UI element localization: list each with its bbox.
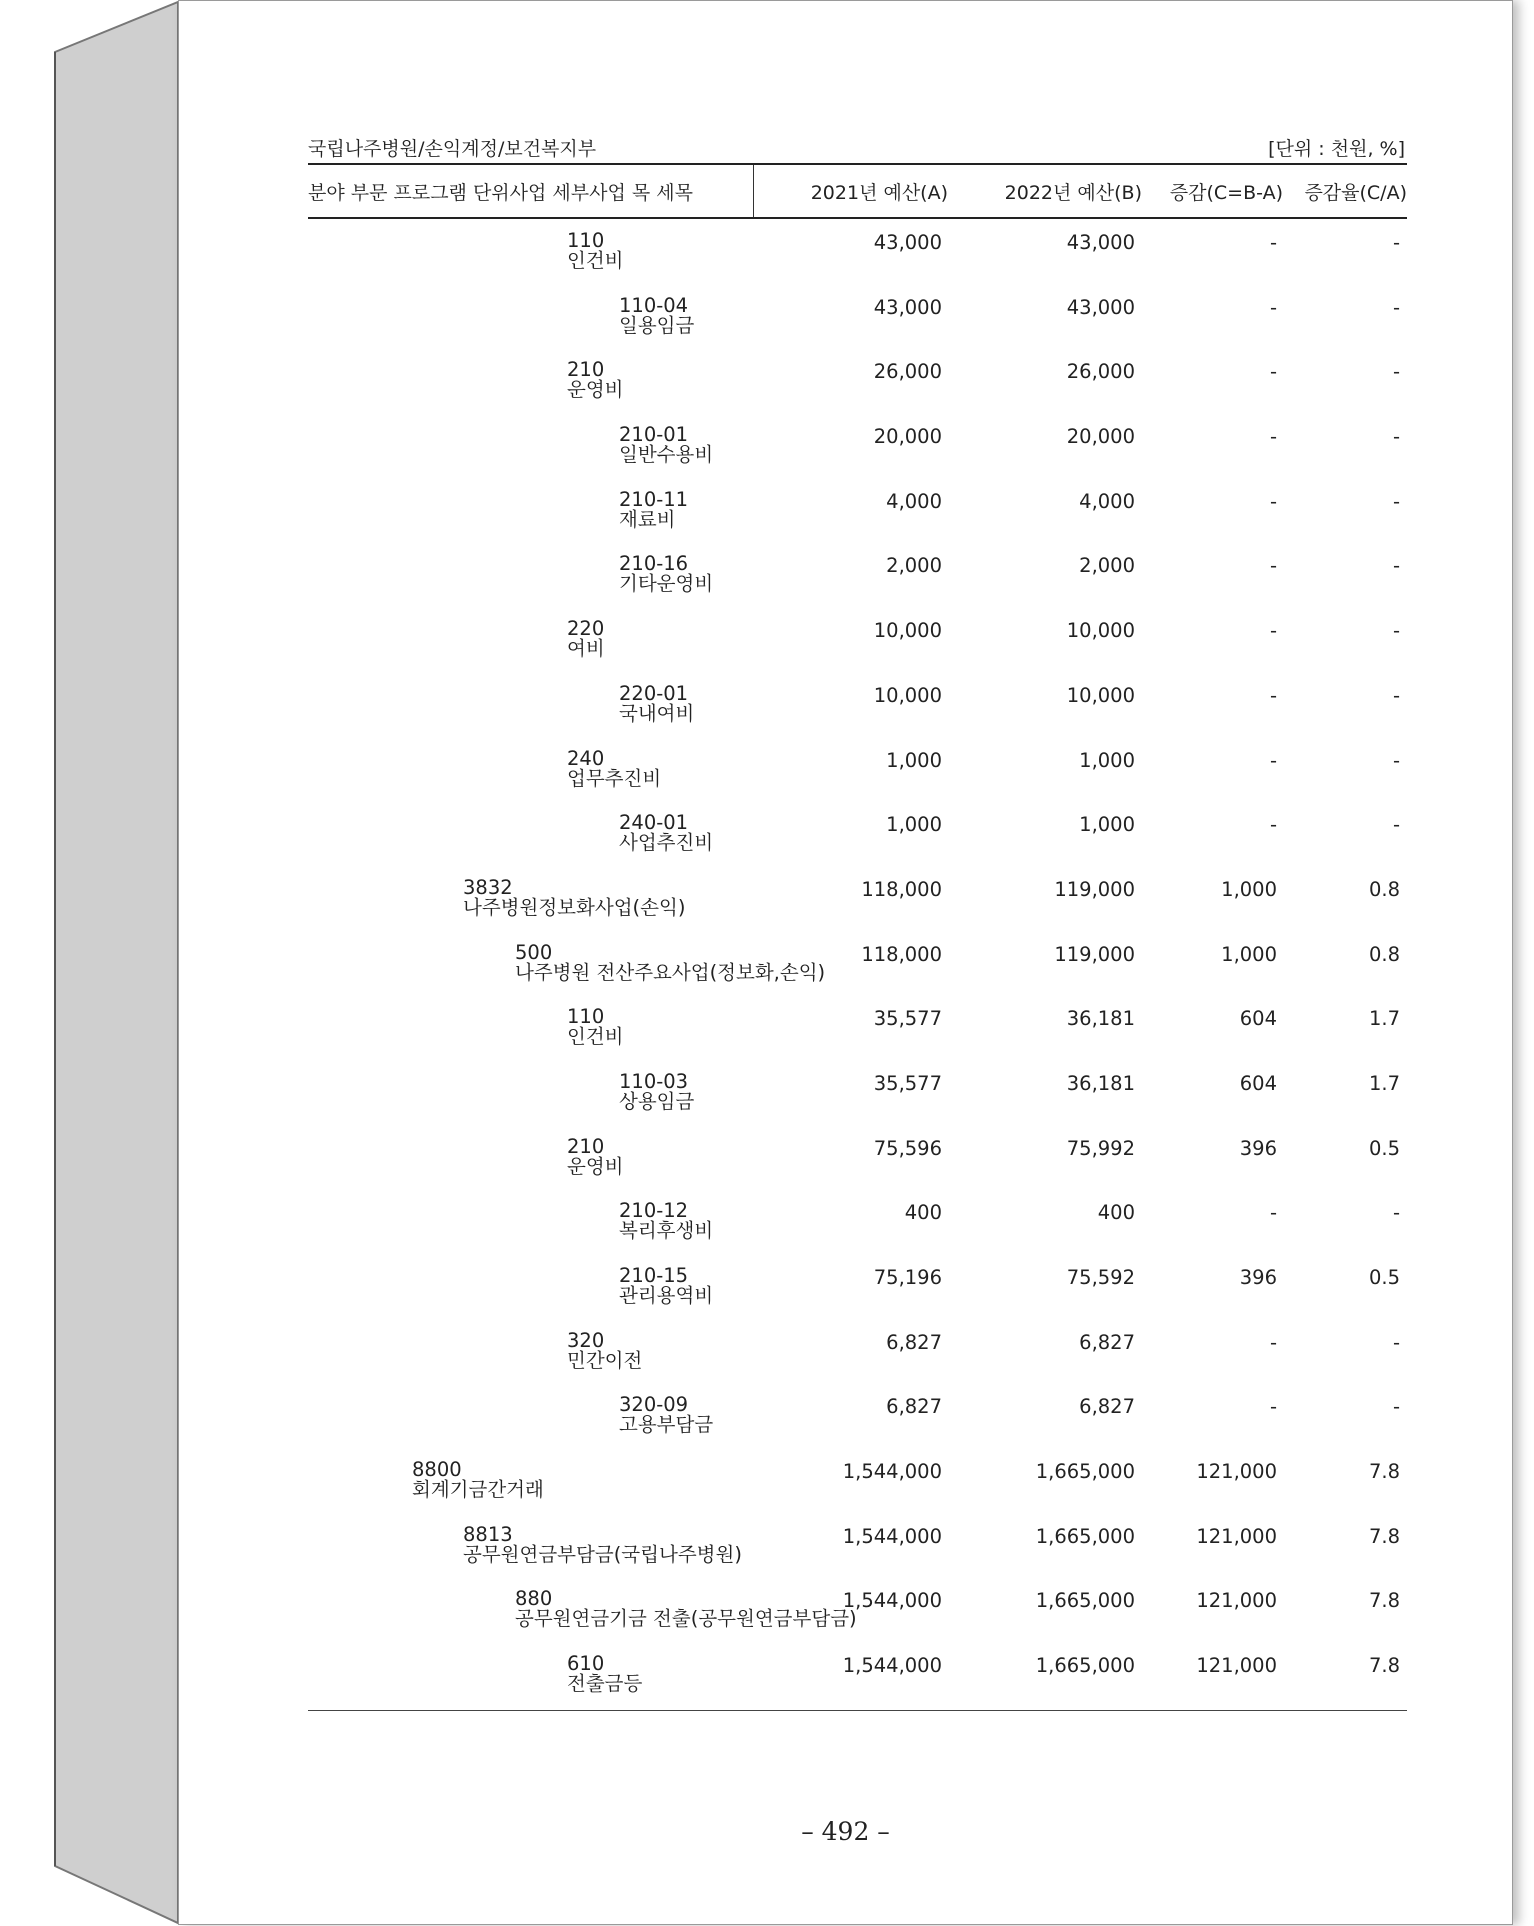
value-change: 121,000: [1196, 1654, 1277, 1678]
row-code: 210-12: [619, 1199, 689, 1223]
column-header-2021: 2021년 예산(A): [810, 182, 948, 204]
row-label: [412, 1460, 544, 1500]
row-name: 기타운영비: [619, 572, 714, 596]
table-row: [308, 1060, 1407, 1125]
row-code: 110-03: [619, 1069, 689, 1093]
value-rate: -: [1392, 813, 1400, 837]
value-2021: 6,827: [886, 1330, 942, 1354]
value-rate: -: [1392, 683, 1400, 707]
row-label: [567, 1654, 642, 1694]
row-name: 나주병원 전산주요사업(정보화,손익): [515, 960, 826, 984]
row-code: 220: [567, 617, 605, 641]
value-change: -: [1269, 360, 1277, 384]
table-row: [308, 607, 1407, 672]
table-row: [308, 1254, 1407, 1319]
value-change: -: [1269, 1395, 1277, 1419]
value-2021: 6,827: [886, 1395, 942, 1419]
row-label: [619, 681, 695, 725]
value-2021: 400: [904, 1201, 942, 1225]
row-name: 운영비: [567, 378, 624, 402]
value-2021: 4,000: [886, 489, 942, 513]
value-rate: -: [1392, 1201, 1400, 1225]
value-2022: 6,827: [1079, 1395, 1135, 1419]
table-row: [308, 1642, 1407, 1707]
table-row: [308, 1319, 1407, 1384]
value-change: -: [1269, 619, 1277, 643]
row-name: 복리후생비: [619, 1219, 714, 1243]
value-2021: 26,000: [873, 360, 942, 384]
row-code: 110: [567, 1005, 605, 1029]
value-change: 121,000: [1196, 1524, 1277, 1548]
value-2022: 1,000: [1079, 748, 1135, 772]
row-label: [619, 554, 713, 594]
unit-note: [단위 : 천원, %]: [1268, 138, 1405, 160]
value-rate: -: [1392, 748, 1400, 772]
value-2021: 2,000: [886, 554, 942, 578]
value-rate: -: [1392, 1330, 1400, 1354]
value-2021: 35,577: [873, 1007, 942, 1031]
column-header-2022: 2022년 예산(B): [1004, 182, 1142, 204]
value-change: 604: [1239, 1007, 1277, 1031]
value-2022: 1,000: [1079, 813, 1135, 837]
value-2021: 20,000: [873, 425, 942, 449]
row-label: [619, 293, 695, 337]
value-2022: 4,000: [1079, 489, 1135, 513]
value-change: -: [1269, 1201, 1277, 1225]
value-2022: 1,665,000: [1035, 1524, 1135, 1548]
row-code: 320-09: [619, 1393, 689, 1417]
column-header-rate: 증감율(C/A): [1304, 182, 1407, 204]
value-change: 121,000: [1196, 1460, 1277, 1484]
value-2021: 43,000: [873, 231, 942, 254]
value-2022: 36,181: [1066, 1071, 1135, 1095]
row-name: 공무원연금부담금(국립나주병원): [463, 1542, 742, 1566]
row-code: 220-01: [619, 681, 689, 705]
table-row: [308, 737, 1407, 802]
row-code: 8813: [463, 1522, 513, 1546]
value-2021: 10,000: [873, 619, 942, 643]
row-label: [619, 813, 713, 853]
book-side-decoration: [0, 0, 190, 1926]
value-change: -: [1269, 489, 1277, 513]
value-change: 396: [1239, 1136, 1277, 1160]
value-change: -: [1269, 425, 1277, 449]
value-2021: 1,000: [886, 748, 942, 772]
row-name: 운영비: [567, 1154, 624, 1178]
value-change: -: [1269, 813, 1277, 837]
value-2022: 1,665,000: [1035, 1589, 1135, 1613]
row-name: 일반수용비: [619, 443, 714, 467]
row-name: 여비: [567, 637, 605, 661]
row-name: 상용임금: [619, 1089, 695, 1113]
value-rate: -: [1392, 619, 1400, 643]
value-change: -: [1269, 554, 1277, 578]
row-label: [567, 619, 605, 659]
value-rate: -: [1392, 425, 1400, 449]
table-row: [308, 1189, 1407, 1254]
value-change: -: [1269, 748, 1277, 772]
table-row: [308, 348, 1407, 413]
table-row: [308, 1448, 1407, 1513]
value-2022: 119,000: [1054, 877, 1135, 901]
row-label: [515, 1589, 857, 1629]
value-rate: 0.8: [1368, 877, 1400, 901]
row-code: 3832: [463, 875, 513, 899]
value-change: -: [1269, 231, 1277, 254]
value-change: 1,000: [1221, 877, 1277, 901]
value-rate: 7.8: [1368, 1654, 1400, 1678]
row-name: 고용부담금: [619, 1413, 714, 1437]
value-2022: 10,000: [1066, 683, 1135, 707]
table-row: [308, 413, 1407, 478]
row-name: 나주병원정보화사업(손익): [463, 895, 686, 919]
row-label: [567, 1007, 624, 1047]
value-2022: 20,000: [1066, 425, 1135, 449]
value-rate: 0.5: [1368, 1136, 1400, 1160]
document-page: [178, 0, 1513, 1925]
value-2022: 400: [1097, 1201, 1135, 1225]
bottom-rule: [308, 1710, 1407, 1711]
row-code: 240: [567, 746, 605, 770]
row-name: 업무추진비: [567, 766, 662, 790]
row-label: [619, 1395, 713, 1435]
value-rate: -: [1392, 489, 1400, 513]
row-label: [567, 360, 624, 400]
value-2022: 43,000: [1066, 295, 1135, 319]
value-2021: 1,544,000: [842, 1460, 942, 1484]
row-label: [463, 875, 686, 919]
row-name: 인건비: [567, 249, 624, 272]
row-code: 210-15: [619, 1264, 689, 1287]
table-title: 국립나주병원/손익계정/보건복지부: [308, 138, 597, 160]
value-rate: 7.8: [1368, 1524, 1400, 1548]
table-row: [308, 995, 1407, 1060]
table-row: [308, 866, 1407, 931]
row-name: 재료비: [619, 507, 676, 531]
row-name: 사업추진비: [619, 831, 714, 855]
value-rate: 7.8: [1368, 1460, 1400, 1484]
row-name: 회계기금간거래: [412, 1478, 544, 1502]
value-2022: 119,000: [1054, 942, 1135, 966]
row-code: 320: [567, 1328, 605, 1352]
value-2022: 75,992: [1066, 1136, 1135, 1160]
column-header-change: 증감(C=B-A): [1169, 182, 1283, 204]
value-2021: 1,544,000: [842, 1654, 942, 1678]
value-2021: 43,000: [873, 295, 942, 319]
table-row: [308, 542, 1407, 607]
value-rate: -: [1392, 295, 1400, 319]
row-label: [619, 1201, 713, 1241]
value-rate: 1.7: [1368, 1007, 1400, 1031]
value-2022: 43,000: [1066, 231, 1135, 254]
value-rate: 0.5: [1368, 1266, 1400, 1289]
value-2022: 1,665,000: [1035, 1654, 1135, 1678]
row-name: 관리용역비: [619, 1284, 714, 1307]
budget-table: [308, 131, 1407, 1711]
table-row: [308, 219, 1407, 284]
value-change: -: [1269, 1330, 1277, 1354]
value-2021: 1,000: [886, 813, 942, 837]
value-2021: 1,544,000: [842, 1589, 942, 1613]
value-rate: 7.8: [1368, 1589, 1400, 1613]
row-code: 240-01: [619, 811, 689, 835]
value-rate: -: [1392, 360, 1400, 384]
column-divider: [753, 165, 754, 217]
table-row: [308, 478, 1407, 543]
value-rate: -: [1392, 554, 1400, 578]
row-label: [619, 487, 689, 531]
row-name: 인건비: [567, 1025, 624, 1049]
table-row: [308, 672, 1407, 737]
value-2022: 36,181: [1066, 1007, 1135, 1031]
value-2021: 118,000: [861, 877, 942, 901]
table-row: [308, 801, 1407, 866]
value-2021: 75,196: [873, 1266, 942, 1289]
value-2022: 6,827: [1079, 1330, 1135, 1354]
value-2021: 75,596: [873, 1136, 942, 1160]
table-row: [308, 1577, 1407, 1642]
row-label: [567, 746, 662, 790]
row-label: [619, 1266, 713, 1306]
value-change: 604: [1239, 1071, 1277, 1095]
row-code: 110: [567, 229, 605, 252]
column-header-row: [308, 165, 1407, 217]
table-row: [308, 1383, 1407, 1448]
value-rate: -: [1392, 1395, 1400, 1419]
row-code: 210: [567, 358, 605, 382]
value-2021: 10,000: [873, 683, 942, 707]
table-row: [308, 1513, 1407, 1578]
value-change: 396: [1239, 1266, 1277, 1289]
value-2022: 1,665,000: [1035, 1460, 1135, 1484]
value-rate: 1.7: [1368, 1071, 1400, 1095]
row-name: 공무원연금기금 전출(공무원연금부담금): [515, 1607, 857, 1631]
row-name: 민간이전: [567, 1348, 643, 1372]
row-label: [567, 1134, 624, 1178]
value-change: 1,000: [1221, 942, 1277, 966]
table-body: [308, 219, 1407, 1707]
table-caption: [308, 131, 1407, 163]
table-row: [308, 284, 1407, 349]
value-change: -: [1269, 295, 1277, 319]
row-label: [619, 1069, 695, 1113]
row-code: 110-04: [619, 293, 689, 317]
row-code: 210-16: [619, 552, 689, 576]
value-2022: 2,000: [1079, 554, 1135, 578]
table-row: [308, 931, 1407, 996]
row-label: [567, 1328, 643, 1372]
column-header-name: 분야 부문 프로그램 단위사업 세부사업 목 세목: [308, 182, 693, 204]
value-change: -: [1269, 683, 1277, 707]
row-code: 500: [515, 940, 553, 964]
value-2021: 35,577: [873, 1071, 942, 1095]
value-change: 121,000: [1196, 1589, 1277, 1613]
value-2022: 10,000: [1066, 619, 1135, 643]
row-code: 8800: [412, 1458, 462, 1482]
row-code: 610: [567, 1652, 605, 1676]
row-label: [463, 1522, 742, 1566]
row-name: 일용임금: [619, 313, 695, 337]
value-rate: -: [1392, 231, 1400, 254]
value-rate: 0.8: [1368, 942, 1400, 966]
row-name: 국내여비: [619, 701, 695, 725]
row-label: [619, 425, 713, 465]
value-2021: 1,544,000: [842, 1524, 942, 1548]
value-2022: 75,592: [1066, 1266, 1135, 1289]
value-2021: 118,000: [861, 942, 942, 966]
table-row: [308, 1125, 1407, 1190]
row-code: 210-01: [619, 423, 689, 447]
value-2022: 26,000: [1066, 360, 1135, 384]
row-name: 전출금등: [567, 1672, 643, 1696]
row-code: 210: [567, 1134, 605, 1158]
row-label: [515, 940, 826, 984]
row-label: [567, 231, 624, 271]
page-number: – 492 –: [801, 1817, 890, 1846]
row-code: 210-11: [619, 487, 689, 511]
row-code: 880: [515, 1587, 553, 1611]
